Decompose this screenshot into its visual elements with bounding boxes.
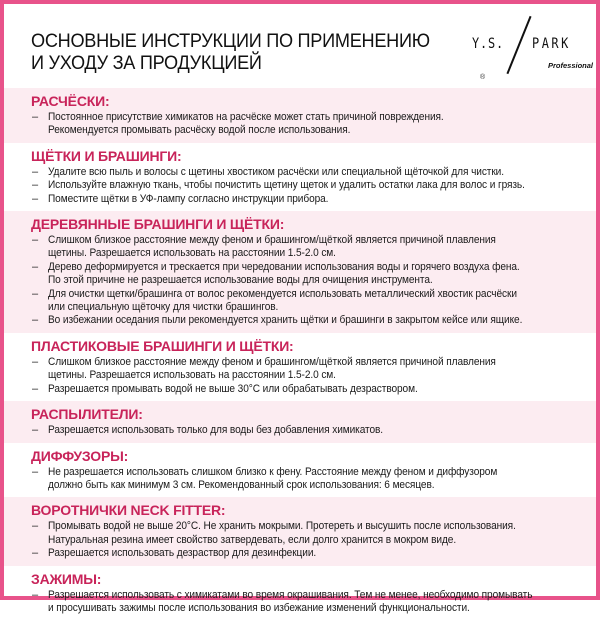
list-item [31, 314, 596, 327]
section-heading: ДЕРЕВЯННЫЕ БРАШИНГИ И ЩЁТКИ: [31, 216, 285, 233]
item-text-line: Рекомендуется промывать расчёску водой после использования. [48, 124, 351, 137]
item-text-line: должно быть как минимум 3 см. Рекомендованный срок использования: 6 месяцев. [48, 478, 435, 491]
item-text-line: Слишком близкое расстояние между феном и брашингом/щёткой является причиной плавления [48, 234, 496, 247]
list-item [31, 288, 596, 315]
section-heading: РАСЧЁСКИ: [31, 93, 110, 109]
item-text-line: Натуральная резина имеет свойство затвердевать, если долго хранится в мокром виде. [48, 533, 457, 546]
item-text-line: и просушивать зажимы после использования во избежание изменений функциональности. [48, 601, 470, 614]
item-text-line: Слишком близкое расстояние между феном и брашингом/щёткой является причиной плавления [48, 355, 496, 368]
bullet-dash: – [32, 165, 39, 178]
section [4, 211, 596, 333]
item-text-line: Во избежании оседания пыли рекомендуется хранить щётки и брашинги в закрытом кейсе или ящике. [48, 314, 523, 327]
item-text-line: По этой причине не разрешается использование воды для очищения инструмента. [48, 274, 433, 287]
list-item [31, 547, 596, 560]
list-item [31, 424, 596, 437]
section-heading: РАСПЫЛИТЕЛИ: [31, 406, 143, 423]
list-item [31, 193, 596, 206]
bullet-dash: – [32, 287, 39, 300]
logo-subtitle: Professional [548, 61, 594, 70]
section [4, 443, 596, 498]
section-heading: ЗАЖИМЫ: [31, 570, 102, 587]
section-heading: ДИФФУЗОРЫ: [31, 447, 129, 464]
title-line: ОСНОВНЫЕ ИНСТРУКЦИИ ПО ПРИМЕНЕНИЮ [31, 30, 430, 52]
list-item [31, 179, 596, 192]
list-item [31, 466, 596, 493]
section-heading: ВОРОТНИЧКИ NECK FITTER: [31, 502, 226, 519]
logo-text-right: PARK [532, 36, 571, 52]
item-text-line: Постоянное присутствие химикатов на расчёске может стать причиной повреждения. [48, 111, 444, 123]
title-line: И УХОДУ ЗА ПРОДУКЦИЕЙ [31, 52, 262, 74]
bullet-dash: – [32, 465, 39, 478]
section-heading: ПЛАСТИКОВЫЕ БРАШИНГИ И ЩЁТКИ: [31, 337, 294, 354]
list-item [31, 589, 596, 616]
item-text-line: Поместите щётки в УФ-лампу согласно инструкции прибора. [48, 192, 329, 205]
item-text-line: Удалите всю пыль и волосы с щетины хвостиком расчёски или специальной щёточкой для чистки. [48, 165, 504, 178]
item-text-line: Не разрешается использовать слишком близко к фену. Расстояние между феном и диффузором [48, 465, 498, 478]
list-item [31, 166, 596, 179]
brand-logo [472, 12, 594, 82]
item-text-line: Разрешается использовать с химикатами во время окрашивания. Тем не менее, необходимо промывать [48, 588, 533, 601]
registered-mark: ® [480, 74, 486, 81]
section [4, 143, 596, 211]
item-text-line: Используйте влажную ткань, чтобы почистить щетину щеток и удалить остатки лака для волос и грязь. [48, 179, 525, 192]
logo-slash [506, 16, 531, 74]
item-text-line: Для очистки щетки/брашинга от волос рекомендуется использовать металлический хвостик расчёски [48, 287, 517, 300]
item-text-line: Разрешается использовать дезраствор для дезинфекции. [48, 547, 317, 560]
section [4, 88, 596, 143]
list-item [31, 261, 596, 288]
bullet-dash: – [32, 382, 39, 395]
bullet-dash: – [32, 547, 39, 560]
list-item [31, 520, 596, 547]
page-title [31, 30, 430, 74]
bullet-dash: – [32, 192, 39, 205]
bullet-dash: – [32, 355, 39, 368]
bullet-dash: – [32, 424, 39, 437]
list-item [31, 111, 596, 138]
section [4, 333, 596, 401]
bullet-dash: – [32, 520, 39, 533]
logo-text-left: Y.S. [472, 36, 505, 52]
item-text-line: щетины. Разрешается использовать на расстоянии 1.5-2.0 см. [48, 369, 336, 382]
item-text-line: Разрешается использовать только для воды без добавления химикатов. [48, 424, 384, 437]
item-text-line: Разрешается промывать водой не выше 30°С или обрабатывать дезраствором. [48, 382, 418, 395]
item-text-line: или специальную щёточку для чистки брашингов. [48, 301, 279, 314]
section [4, 497, 596, 565]
bullet-dash: – [32, 588, 39, 601]
bullet-dash: – [32, 179, 39, 192]
sections [4, 88, 596, 620]
item-text-line: Промывать водой не выше 20°С. Не хранить мокрыми. Протереть и высушить после использования. [48, 520, 516, 533]
bullet-dash: – [32, 111, 39, 123]
list-item [31, 234, 596, 261]
item-text-line: Дерево деформируется и трескается при чередовании использования воды и горячего воздуха фена. [48, 260, 520, 273]
bullet-dash: – [32, 314, 39, 327]
list-item [31, 356, 596, 383]
section [4, 566, 596, 620]
bullet-dash: – [32, 260, 39, 273]
item-text-line: щетины. Разрешается использовать на расстоянии 1.5-2.0 см. [48, 247, 336, 260]
section [4, 401, 596, 442]
list-item [31, 383, 596, 396]
section-heading: ЩЁТКИ И БРАШИНГИ: [31, 147, 182, 164]
bullet-dash: – [32, 234, 39, 247]
